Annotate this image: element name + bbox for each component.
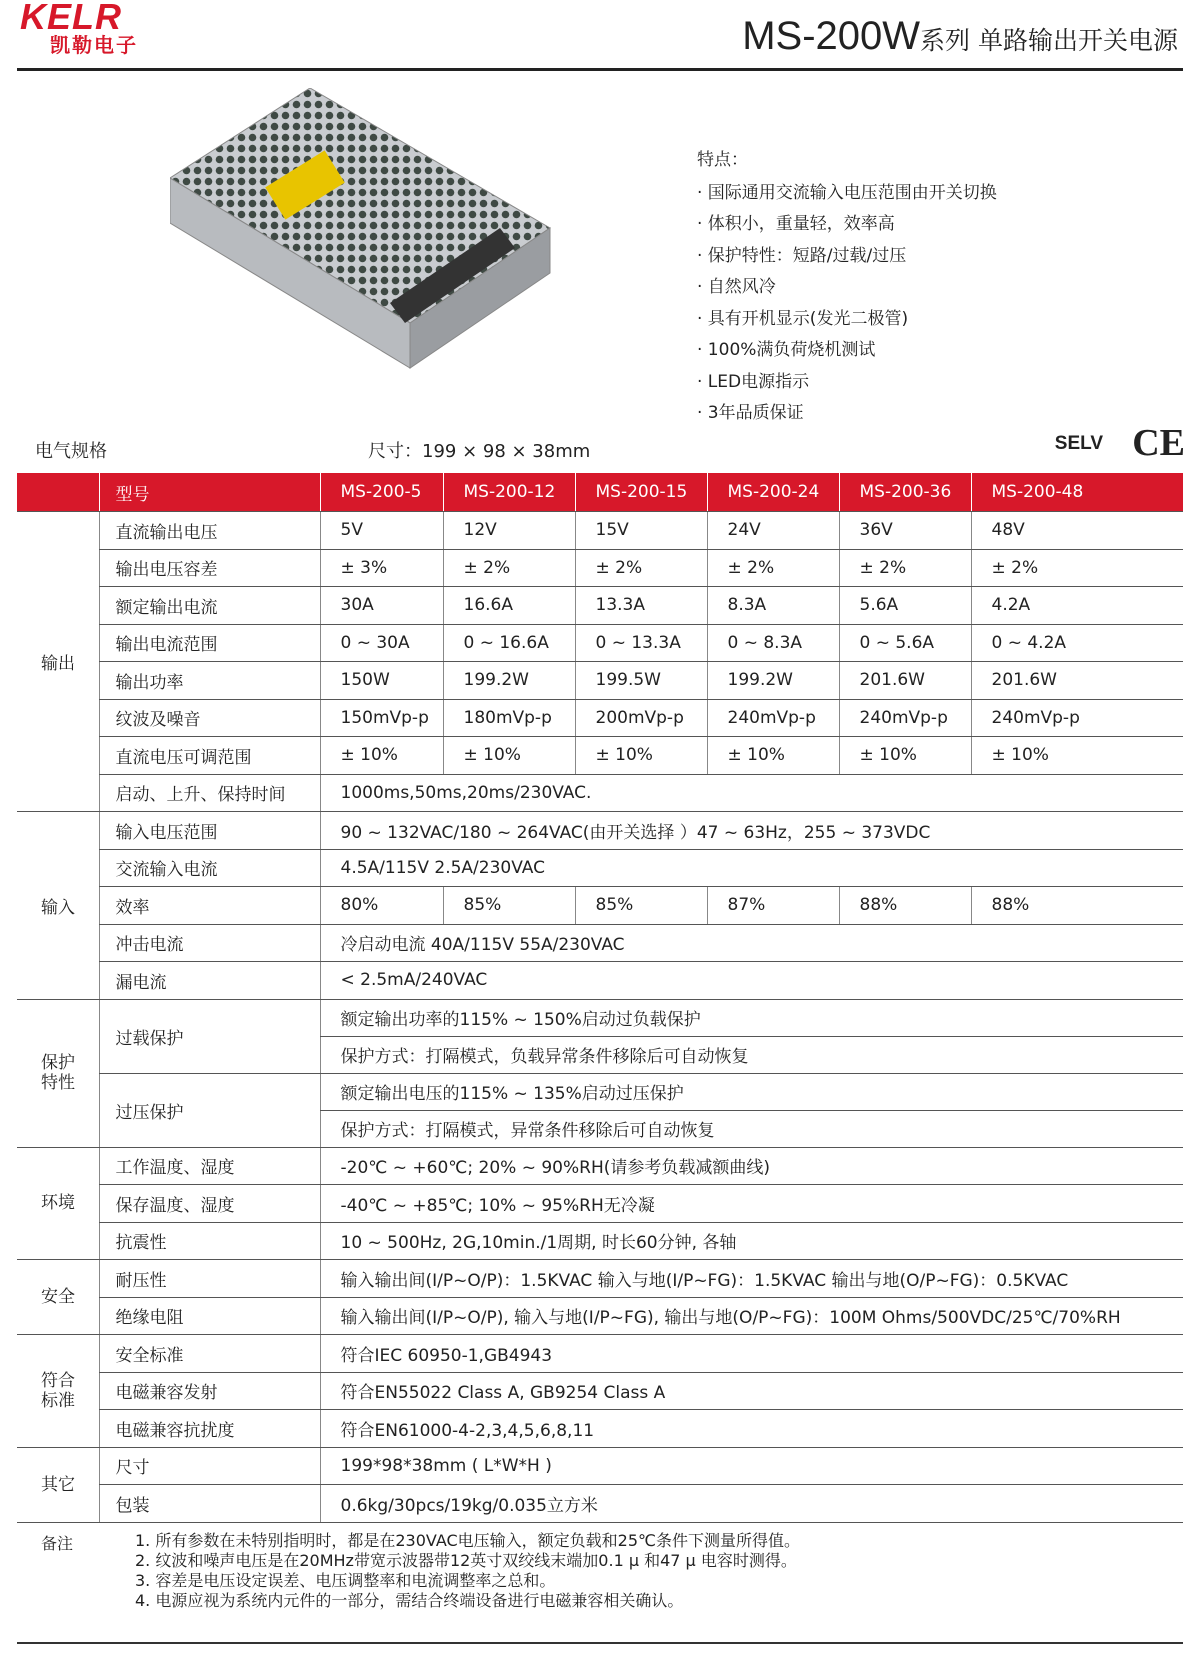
table-row <box>17 1185 1183 1223</box>
note-item: 3. 容差是电压设定误差、电压调整率和电流调整率之总和。 <box>135 1571 556 1590</box>
table-header-row <box>17 473 1183 512</box>
row-value: 0.6kg/30pcs/19kg/0.035立方米 <box>320 1485 1183 1523</box>
cell: 12V <box>443 512 575 550</box>
table-row <box>17 1222 1183 1260</box>
row-value: 冷启动电流 40A/115V 55A/230VAC <box>320 924 1183 962</box>
table-row <box>17 1447 1183 1485</box>
row-label: 过载保护 <box>99 999 320 1073</box>
row-value: 4.5A/115V 2.5A/230VAC <box>320 849 1183 887</box>
notes-body <box>135 1531 800 1611</box>
row-label: 耐压性 <box>99 1260 320 1298</box>
table-row <box>17 924 1183 962</box>
table-row <box>17 624 1183 662</box>
cell: ± 10% <box>575 737 707 775</box>
cell: 180mVp-p <box>443 699 575 737</box>
group-env: 环境 <box>17 1147 99 1260</box>
table-row <box>17 512 1183 550</box>
cell: 0 ~ 13.3A <box>575 624 707 662</box>
spec-table <box>17 473 1183 1523</box>
cell: 48V <box>971 512 1183 550</box>
row-label: 抗震性 <box>99 1222 320 1260</box>
model-col: MS-200-12 <box>443 473 575 512</box>
row-value: 输入输出间(I/P~O/P)：1.5KVAC 输入与地(I/P~FG)：1.5KVAC 输出与地(O/P~FG)：0.5KVAC <box>320 1260 1183 1298</box>
cell: 201.6W <box>971 662 1183 700</box>
note-item: 4. 电源应视为系统内元件的一部分，需结合终端设备进行电磁兼容相关确认。 <box>135 1591 684 1610</box>
cell: ± 10% <box>971 737 1183 775</box>
cell: 4.2A <box>971 587 1183 625</box>
row-value: 符合EN55022 Class A, GB9254 Class A <box>320 1372 1183 1410</box>
table-row <box>17 1073 1183 1110</box>
table-row <box>17 812 1183 850</box>
features-list <box>697 145 997 430</box>
row-label: 输入电压范围 <box>99 812 320 850</box>
row-value: 额定输出功率的115% ~ 150%启动过负载保护 <box>320 999 1183 1036</box>
note-item: 1. 所有参数在未特别指明时，都是在230VAC电压输入，额定负载和25℃条件下测量所得值。 <box>135 1531 800 1550</box>
table-row <box>17 774 1183 812</box>
row-label: 安全标准 <box>99 1335 320 1373</box>
row-value: 1000ms,50ms,20ms/230VAC. <box>320 774 1183 812</box>
cell: 201.6W <box>839 662 971 700</box>
table-row <box>17 1147 1183 1185</box>
table-row <box>17 1410 1183 1448</box>
title-subtitle: 系列 单路输出开关电源 <box>920 26 1178 55</box>
row-label: 输出功率 <box>99 662 320 700</box>
cell: 0 ~ 4.2A <box>971 624 1183 662</box>
cell: ± 2% <box>443 549 575 587</box>
table-row <box>17 999 1183 1036</box>
feature-item: · 体积小，重量轻，效率高 <box>697 214 895 234</box>
row-value: 额定输出电压的115% ~ 135%启动过压保护 <box>320 1073 1183 1110</box>
table-row <box>17 1372 1183 1410</box>
cell: 16.6A <box>443 587 575 625</box>
cell: ± 10% <box>707 737 839 775</box>
feature-item: · 保护特性：短路/过载/过压 <box>697 245 907 266</box>
table-row <box>17 587 1183 625</box>
table-row <box>17 1297 1183 1335</box>
model-col: MS-200-36 <box>839 473 971 512</box>
row-label: 冲击电流 <box>99 924 320 962</box>
group-output: 输出 <box>17 512 99 812</box>
cell: 85% <box>575 887 707 925</box>
cell: ± 3% <box>320 549 443 587</box>
row-value: -40℃ ~ +85℃; 10% ~ 95%RH无冷凝 <box>320 1185 1183 1223</box>
cell: 240mVp-p <box>971 699 1183 737</box>
model-col: MS-200-15 <box>575 473 707 512</box>
cell: 88% <box>971 887 1183 925</box>
cell: 240mVp-p <box>707 699 839 737</box>
row-label: 包装 <box>99 1485 320 1523</box>
row-label: 过压保护 <box>99 1073 320 1147</box>
row-value: 199*98*38mm ( L*W*H ) <box>320 1447 1183 1485</box>
row-label: 输出电流范围 <box>99 624 320 662</box>
cell: 150mVp-p <box>320 699 443 737</box>
ce-mark-icon: CE <box>1132 422 1185 464</box>
cell: ± 2% <box>575 549 707 587</box>
cell: 30A <box>320 587 443 625</box>
cell: 36V <box>839 512 971 550</box>
row-value: < 2.5mA/240VAC <box>320 962 1183 1000</box>
note-item: 2. 纹波和噪声电压是在20MHz带宽示波器带12英寸双绞线末端加0.1 μ 和47 μ 电容时测得。 <box>135 1551 797 1570</box>
row-value: 保护方式：打隔模式，负载异常条件移除后可自动恢复 <box>320 1036 1183 1073</box>
spec-size: 尺寸：199 × 98 × 38mm <box>368 441 591 462</box>
table-row <box>17 887 1183 925</box>
cell: ± 10% <box>320 737 443 775</box>
row-label: 纹波及噪音 <box>99 699 320 737</box>
model-header: 型号 <box>99 473 320 512</box>
logo-text-en: KELR <box>20 0 122 37</box>
table-row <box>17 699 1183 737</box>
row-label: 电磁兼容抗扰度 <box>99 1410 320 1448</box>
group-standards: 符合 标准 <box>17 1335 99 1448</box>
table-row <box>17 1485 1183 1523</box>
row-value: 90 ~ 132VAC/180 ~ 264VAC(由开关选择 ）47 ~ 63Hz，255 ~ 373VDC <box>320 812 1183 850</box>
cell: 0 ~ 16.6A <box>443 624 575 662</box>
table-row <box>17 1260 1183 1298</box>
table-row <box>17 962 1183 1000</box>
feature-item: · LED电源指示 <box>697 371 810 392</box>
cell: 85% <box>443 887 575 925</box>
features-heading: 特点： <box>697 150 748 170</box>
brand-logo <box>20 0 138 56</box>
row-value: -20℃ ~ +60℃; 20% ~ 90%RH(请参考负载减额曲线) <box>320 1147 1183 1185</box>
row-label: 保存温度、湿度 <box>99 1185 320 1223</box>
cell: 150W <box>320 662 443 700</box>
feature-item: · 具有开机显示(发光二极管) <box>697 308 909 329</box>
cell: 0 ~ 30A <box>320 624 443 662</box>
cell: 13.3A <box>575 587 707 625</box>
feature-item: · 3年品质保证 <box>697 403 804 423</box>
cell: 8.3A <box>707 587 839 625</box>
row-label: 效率 <box>99 887 320 925</box>
cell: 0 ~ 5.6A <box>839 624 971 662</box>
cell: 0 ~ 8.3A <box>707 624 839 662</box>
cell: 87% <box>707 887 839 925</box>
row-label: 绝缘电阻 <box>99 1297 320 1335</box>
table-row <box>17 662 1183 700</box>
model-col: MS-200-5 <box>320 473 443 512</box>
row-label: 交流输入电流 <box>99 849 320 887</box>
cell: ± 2% <box>971 549 1183 587</box>
table-row <box>17 737 1183 775</box>
row-value: 保护方式：打隔模式，异常条件移除后可自动恢复 <box>320 1110 1183 1147</box>
cell: ± 10% <box>839 737 971 775</box>
cell: 199.2W <box>443 662 575 700</box>
group-other: 其它 <box>17 1447 99 1522</box>
cell: 199.5W <box>575 662 707 700</box>
notes-label: 备注 <box>41 1534 74 1553</box>
feature-item: · 自然风冷 <box>697 277 776 297</box>
cell: 199.2W <box>707 662 839 700</box>
row-value: 10 ~ 500Hz, 2G,10min./1周期, 时长60分钟, 各轴 <box>320 1222 1183 1260</box>
table-row <box>17 849 1183 887</box>
logo-text-cn: 凯勒电子 <box>50 33 138 57</box>
header-divider <box>17 68 1183 71</box>
feature-item: · 国际通用交流输入电压范围由开关切换 <box>697 182 997 203</box>
footer-divider <box>17 1642 1183 1644</box>
cell: 24V <box>707 512 839 550</box>
cell: 200mVp-p <box>575 699 707 737</box>
row-label: 输出电压容差 <box>99 549 320 587</box>
cell: ± 2% <box>707 549 839 587</box>
row-label: 工作温度、湿度 <box>99 1147 320 1185</box>
cell: 240mVp-p <box>839 699 971 737</box>
page-title <box>742 14 1178 59</box>
row-label: 尺寸 <box>99 1447 320 1485</box>
row-value: 输入输出间(I/P~O/P), 输入与地(I/P~FG), 输出与地(O/P~FG)：100M Ohms/500VDC/25℃/70%RH <box>320 1297 1183 1335</box>
product-photo <box>170 88 590 408</box>
feature-item: · 100%满负荷烧机测试 <box>697 340 876 360</box>
row-label: 额定输出电流 <box>99 587 320 625</box>
cell: 5V <box>320 512 443 550</box>
cell: 5.6A <box>839 587 971 625</box>
cell: ± 10% <box>443 737 575 775</box>
title-model: MS-200W <box>742 14 921 58</box>
table-row <box>17 1335 1183 1373</box>
row-label: 直流输出电压 <box>99 512 320 550</box>
row-label: 直流电压可调范围 <box>99 737 320 775</box>
selv-mark: SELV <box>1054 433 1103 454</box>
model-col: MS-200-48 <box>971 473 1183 512</box>
row-value: 符合IEC 60950-1,GB4943 <box>320 1335 1183 1373</box>
row-label: 电磁兼容发射 <box>99 1372 320 1410</box>
table-row <box>17 549 1183 587</box>
cell: ± 2% <box>839 549 971 587</box>
cell: 88% <box>839 887 971 925</box>
cell: 15V <box>575 512 707 550</box>
group-input: 输入 <box>17 812 99 1000</box>
model-col: MS-200-24 <box>707 473 839 512</box>
spec-label: 电气规格 <box>35 441 107 462</box>
cell: 80% <box>320 887 443 925</box>
row-label: 启动、上升、保持时间 <box>99 774 320 812</box>
row-value: 符合EN61000-4-2,3,4,5,6,8,11 <box>320 1410 1183 1448</box>
row-label: 漏电流 <box>99 962 320 1000</box>
group-safety: 安全 <box>17 1260 99 1335</box>
group-protection: 保护 特性 <box>17 999 99 1147</box>
